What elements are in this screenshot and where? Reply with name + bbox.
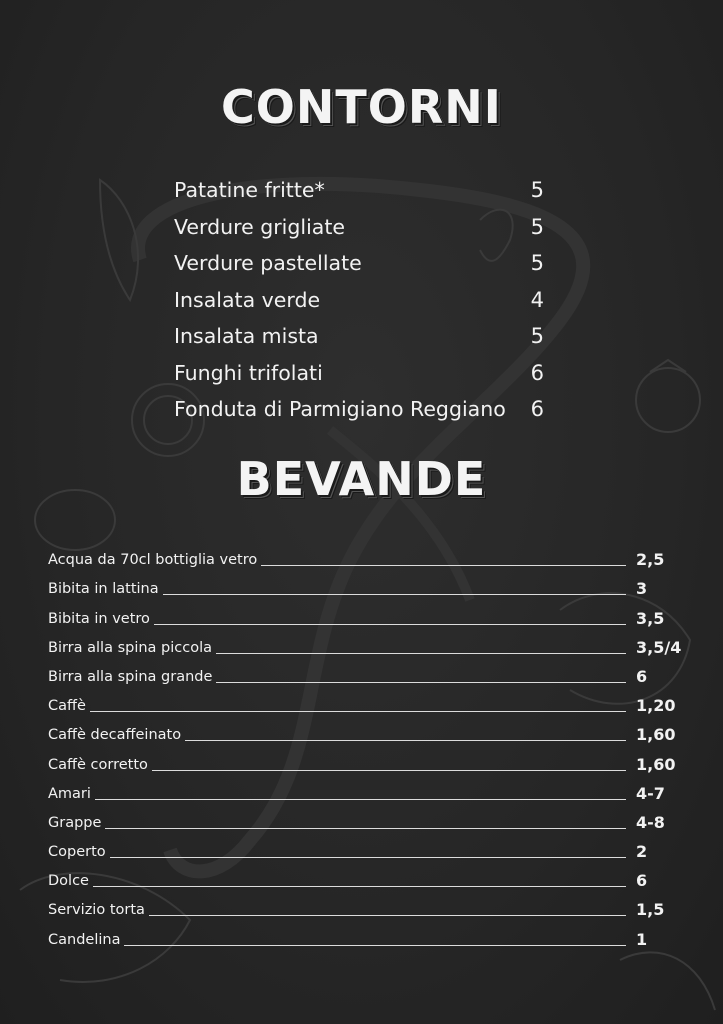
leader-line [216, 653, 626, 654]
list-item [48, 805, 680, 834]
item-name: Amari [48, 785, 91, 802]
list-item [48, 892, 680, 921]
item-name: Verdure grigliate [174, 214, 345, 239]
item-price: 5 [530, 178, 544, 202]
leader-line [124, 945, 626, 946]
leader-line [93, 886, 626, 887]
leader-line [110, 857, 626, 858]
item-name: Caffè [48, 698, 86, 715]
leader-line [163, 594, 626, 595]
item-name: Caffè corretto [48, 756, 148, 773]
item-price: 1,60 [636, 754, 676, 774]
item-price: 4 [530, 287, 544, 312]
item-price: 5 [530, 214, 544, 239]
list-item [48, 921, 680, 950]
item-price: 6 [530, 360, 544, 385]
item-price: 3 [636, 579, 648, 599]
item-name: Insalata verde [174, 287, 321, 312]
item-price: 6 [530, 397, 544, 421]
item-price: 3,5 [636, 608, 665, 628]
leader-line [149, 915, 626, 916]
list-item [48, 863, 680, 892]
item-price: 5 [530, 251, 544, 275]
item-name: Patatine fritte* [174, 178, 325, 202]
item-price: 6 [636, 666, 648, 686]
item-name: Grappe [48, 814, 102, 831]
list-item [174, 395, 544, 432]
list-item [48, 630, 680, 659]
leader-line [261, 565, 626, 566]
item-name: Acqua da 70cl bottiglia vetro [48, 552, 258, 569]
leader-line [90, 711, 626, 712]
item-price: 1 [636, 929, 648, 949]
item-name: Dolce [48, 873, 89, 890]
contorni-title: CONTORNI [221, 80, 502, 134]
item-name: Candelina [48, 931, 121, 948]
item-price: 4-8 [636, 812, 665, 832]
item-price: 1,20 [636, 696, 676, 716]
list-item [48, 542, 680, 571]
list-item [174, 213, 544, 250]
item-name: Verdure pastellate [174, 251, 362, 275]
item-name: Bibita in vetro [48, 610, 150, 627]
bevande-list [48, 542, 680, 951]
item-price: 5 [530, 324, 544, 348]
leader-line [95, 799, 626, 800]
leader-line [185, 740, 626, 741]
list-item [48, 688, 680, 717]
item-price: 6 [636, 871, 648, 891]
list-item [48, 600, 680, 629]
item-name: Servizio torta [48, 902, 145, 919]
item-price: 2,5 [636, 550, 665, 570]
item-price: 3,5/4 [636, 637, 682, 657]
list-item [174, 322, 544, 359]
list-item [48, 659, 680, 688]
list-item [174, 359, 544, 396]
list-item [174, 176, 544, 213]
list-item [48, 717, 680, 746]
item-name: Insalata mista [174, 324, 319, 348]
list-item [174, 249, 544, 286]
leader-line [105, 828, 626, 829]
item-name: Coperto [48, 844, 106, 861]
item-name: Funghi trifolati [174, 360, 323, 385]
item-name: Birra alla spina grande [48, 668, 213, 685]
item-price: 1,60 [636, 725, 676, 745]
list-item [174, 286, 544, 323]
contorni-list [174, 176, 544, 432]
item-price: 2 [636, 842, 648, 862]
leader-line [154, 624, 626, 625]
bevande-title: BEVANDE [236, 452, 487, 506]
item-name: Bibita in lattina [48, 581, 159, 598]
list-item [48, 571, 680, 600]
list-item [48, 746, 680, 775]
item-price: 1,5 [636, 900, 665, 920]
list-item [48, 776, 680, 805]
item-price: 4-7 [636, 783, 665, 803]
leader-line [152, 770, 626, 771]
item-name: Fonduta di Parmigiano Reggiano [174, 397, 506, 421]
leader-line [216, 682, 626, 683]
item-name: Birra alla spina piccola [48, 639, 213, 656]
list-item [48, 834, 680, 863]
item-name: Caffè decaffeinato [48, 727, 182, 744]
